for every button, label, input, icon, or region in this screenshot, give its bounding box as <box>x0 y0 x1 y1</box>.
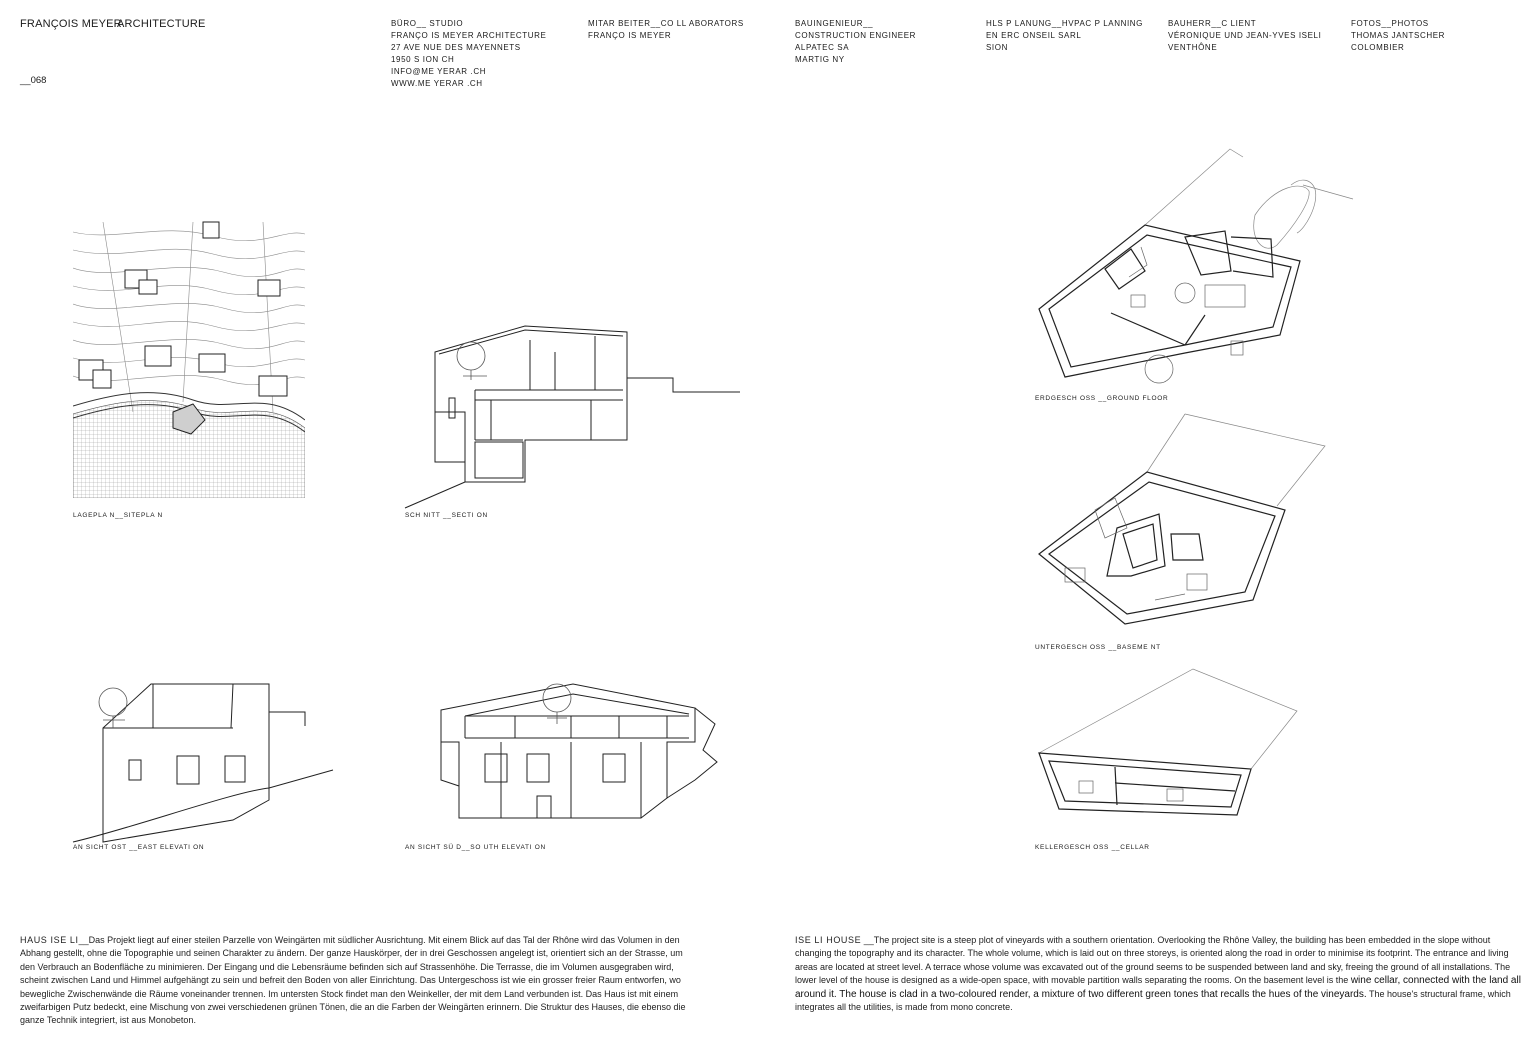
caption-basement: UNTERGESCH OSS __BASEME NT <box>1035 644 1161 651</box>
cellar-drawing <box>1035 665 1300 840</box>
credit-line: 27 AVE NUE DES MAYENNETS <box>391 43 521 52</box>
architect-name: FRANÇOIS MEYER <box>20 18 122 30</box>
caption-east-elevation: AN SICHT OST __EAST ELEVATI ON <box>73 844 205 851</box>
text-english-emphasis: wine cellar, connected with the land all around it. The house is clad in a two-coloured render, a mixture of two different green tones that recalls the hues of the vineyards. <box>795 975 1521 1000</box>
credit-line: THOMAS JANTSCHER <box>1351 31 1446 40</box>
credit-line: BÜRO__ STUDIO <box>391 19 464 28</box>
site-plan-svg <box>73 222 305 498</box>
ground-floor-svg <box>1035 145 1360 390</box>
text-german-body: __Das Projekt liegt auf einer steilen Parzelle von Weingärten mit südlicher Ausrichtung. Mit einem Blick auf das Tal der Rhône wird das Volumen in den Abhang gestellt, ohne die Topographie und seinen Charakter zu ändern. Der ganze Hauskörper, der in drei Geschossen angelegt ist, orientiert sich an der Strasse, um den Verbrauch an Bodenfläche zu minimieren. Der Eingang und die Lebensräume befinden sich auf Strassenhöhe. Die Terrasse, die im Volumen ausgegraben wird, scheint zwischen Land und Himmel aufgehängt zu sein und befreit den Boden von aller Einrichtung. Das Untergeschoss ist wie ein grosser freier Raum entworfen, wo bewegliche Zwischenwände die Räume voneinander trennen. Im untersten Stock findet man den Weinkeller, der mit dem Land verbunden ist. Das Haus ist mit einem zweifarbigen Putz bedeckt, eine Mischung von zwei verschiedenen grünen Tönen, die an die Farben der Weingärten erinnern. Die Struktur des Hauses, die ebenso die ganze Technik integriert, ist aus Monobeton. <box>20 935 686 1026</box>
credit-line: EN ERC ONSEIL SARL <box>986 31 1082 40</box>
credit-line: HLS P LANUNG__HVPAC P LANNING <box>986 19 1144 28</box>
south-elevation-svg <box>405 680 740 842</box>
credit-line: FRANÇO IS MEYER ARCHITECTURE <box>391 31 547 40</box>
credit-line: BAUHERR__C LIENT <box>1168 19 1257 28</box>
text-english-tail: The house's structural frame, which integrates all the utilities, is made from mono concrete. <box>795 988 1511 1013</box>
text-german <box>20 934 690 1028</box>
credit-line: MITAR BEITER__CO LL ABORATORS <box>588 19 744 28</box>
site-plan-drawing <box>73 222 305 498</box>
credit-line: MARTIG NY <box>795 55 845 64</box>
caption-cellar: KELLERGESCH OSS __CELLAR <box>1035 844 1150 851</box>
caption-south-elevation: AN SICHT SÜ D__SO UTH ELEVATI ON <box>405 844 546 851</box>
caption-section: SCH NITT __SECTI ON <box>405 512 488 519</box>
caption-ground-floor: ERDGESCH OSS __GROUND FLOOR <box>1035 395 1169 402</box>
text-english-lead: ISE LI HOUSE <box>795 935 862 945</box>
credit-engineer <box>795 18 916 66</box>
credit-hvac <box>986 18 1143 54</box>
credit-line: COLOMBIER <box>1351 43 1405 52</box>
south-elevation-drawing <box>405 680 740 842</box>
credit-line: VENTHÔNE <box>1168 43 1218 52</box>
credit-line: FOTOS__PHOTOS <box>1351 19 1429 28</box>
credit-line: VÉRONIQUE UND JEAN-YVES ISELI <box>1168 31 1322 40</box>
credit-line: 1950 S ION CH <box>391 55 455 64</box>
credit-line: BAUINGENIEUR__ <box>795 19 874 28</box>
basement-svg <box>1035 410 1325 635</box>
text-german-lead: HAUS ISE LI <box>20 935 79 945</box>
credit-line: SION <box>986 43 1008 52</box>
credit-line: INFO@ME YERAR .CH <box>391 67 487 76</box>
text-english-body: __The project site is a steep plot of vineyards with a southern orientation. Overlooking the Rhône Valley, the building has been embedded in the slope without changing the topography and its character. The whole volume, which is laid out on three storeys, is oriented along the road in order to minimise its footprint. The entrance and living areas are located at street level. A terrace whose volume was excavated out of the ground seems to be suspended between land and sky, freeing the ground of all installations. The lower level of the house is designed as a wide-open space, with movable partition walls separating the rooms. On the basement level is the <box>795 935 1511 986</box>
credit-line: CONSTRUCTION ENGINEER <box>795 31 917 40</box>
credit-client <box>1168 18 1321 54</box>
credit-line: ALPATEC SA <box>795 43 850 52</box>
text-english <box>795 934 1523 1014</box>
east-elevation-drawing <box>73 680 333 842</box>
east-elevation-svg <box>73 680 333 842</box>
page-number: __068 <box>20 75 47 86</box>
ground-floor-drawing <box>1035 145 1360 390</box>
credit-photos <box>1351 18 1445 54</box>
credit-line: FRANÇO IS MEYER <box>588 31 672 40</box>
cellar-svg <box>1035 665 1300 840</box>
credit-office <box>391 18 546 90</box>
credit-collaborators <box>588 18 744 42</box>
section-drawing <box>405 322 740 508</box>
credit-line: WWW.ME YERAR .CH <box>391 79 483 88</box>
basement-drawing <box>1035 410 1325 635</box>
discipline-label: ARCHITECTURE <box>117 18 206 30</box>
caption-site-plan: LAGEPLA N__SITEPLA N <box>73 512 163 519</box>
section-svg <box>405 322 740 508</box>
